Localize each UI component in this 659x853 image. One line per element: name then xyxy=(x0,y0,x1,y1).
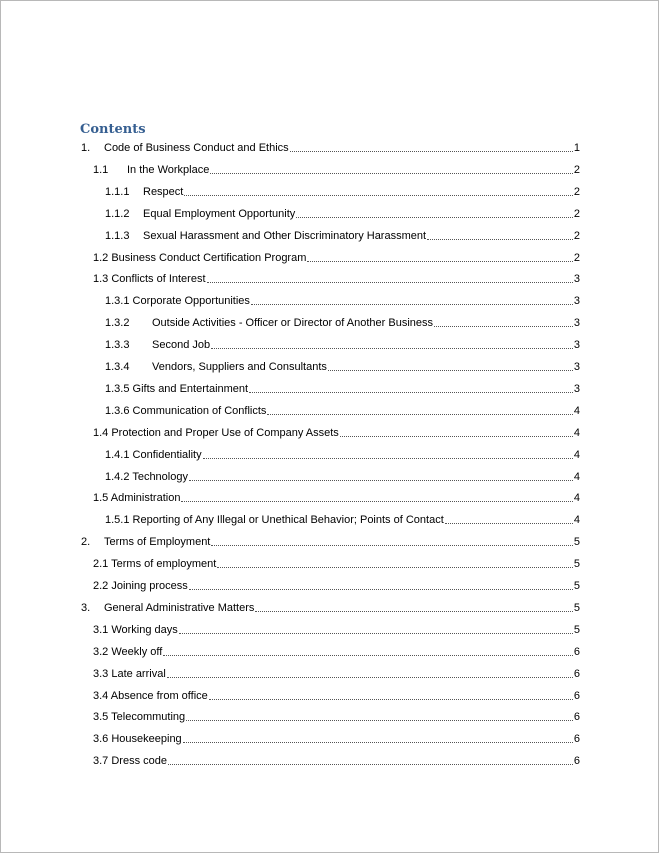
toc-dot-leader xyxy=(434,326,573,327)
toc-entry-text: 1.4.1 Confidentiality xyxy=(105,449,202,461)
toc-entry-number: 1.1.3 xyxy=(105,230,130,242)
toc-page-number: 3 xyxy=(573,295,580,307)
toc-entry-label xyxy=(93,163,209,177)
toc-page-number: 6 xyxy=(573,646,580,658)
toc-entry-text: Vendors, Suppliers and Consultants xyxy=(152,361,327,373)
toc-entry-text: 1.4 Protection and Proper Use of Company Assets xyxy=(93,427,339,439)
toc-entry-label xyxy=(93,689,208,703)
toc-entry-label xyxy=(105,294,250,308)
toc-entry[interactable] xyxy=(105,314,580,330)
toc-entry[interactable] xyxy=(105,446,580,462)
toc-dot-leader xyxy=(184,195,573,196)
toc-entry-text: Second Job xyxy=(152,339,211,351)
toc-page-number: 4 xyxy=(573,427,580,439)
toc-page-number: 5 xyxy=(573,580,580,592)
toc-entry-text: Outside Activities - Officer or Director of Another Business xyxy=(152,317,434,329)
toc-page-number: 3 xyxy=(573,273,580,285)
toc-entry-label xyxy=(93,667,166,681)
toc-page-number: 6 xyxy=(573,668,580,680)
toc-page-number: 2 xyxy=(573,164,580,176)
toc-entry-text: 3.3 Late arrival xyxy=(93,668,166,680)
toc-entry-label xyxy=(93,272,206,286)
toc-entry-text: 1.3.6 Communication of Conflicts xyxy=(105,405,267,417)
toc-entry[interactable] xyxy=(105,336,580,352)
toc-entry-text: 1.4.2 Technology xyxy=(105,471,188,483)
toc-page-number: 2 xyxy=(573,252,580,264)
toc-dot-leader xyxy=(189,480,573,481)
toc-page-number: 4 xyxy=(573,514,580,526)
toc-entry-label xyxy=(93,579,188,593)
toc-entry-label xyxy=(105,513,444,527)
toc-entry-text: 1.2 Business Conduct Certification Program xyxy=(93,252,307,264)
toc-dot-leader xyxy=(163,655,573,656)
toc-entry[interactable] xyxy=(105,511,580,527)
toc-page-number: 2 xyxy=(573,208,580,220)
toc-entry-text: 2.2 Joining process xyxy=(93,580,188,592)
toc-entry-number: 1.3.3 xyxy=(105,339,130,351)
toc-entry[interactable] xyxy=(105,205,580,221)
toc-entry-label xyxy=(105,382,248,396)
toc-entry-label xyxy=(105,470,188,484)
toc-entry[interactable] xyxy=(93,687,580,703)
toc-entry-text: 1.5.1 Reporting of Any Illegal or Unethical Behavior; Points of Contact xyxy=(105,514,444,526)
toc-entry[interactable] xyxy=(105,292,580,308)
toc-entry[interactable] xyxy=(93,489,580,505)
toc-page-number: 4 xyxy=(573,492,580,504)
toc-entry-text: Code of Business Conduct and Ethics xyxy=(104,142,289,154)
toc-page-number: 5 xyxy=(573,558,580,570)
toc-entry[interactable] xyxy=(93,577,580,593)
toc-entry[interactable] xyxy=(93,621,580,637)
toc-entry-text: 3.1 Working days xyxy=(93,624,178,636)
toc-dot-leader xyxy=(328,370,573,371)
toc-dot-leader xyxy=(211,545,573,546)
toc-entry-number: 1.3.2 xyxy=(105,317,130,329)
toc-page-number: 5 xyxy=(573,624,580,636)
toc-page-number: 5 xyxy=(573,602,580,614)
toc-entry-number: 3. xyxy=(81,602,91,614)
toc-entry-label xyxy=(105,338,210,352)
toc-page-number: 5 xyxy=(573,536,580,548)
toc-entry-number: 1.1.1 xyxy=(105,186,130,198)
toc-entry[interactable] xyxy=(81,599,580,615)
toc-entry-label xyxy=(93,710,185,724)
toc-entry-label xyxy=(93,645,162,659)
toc-page-number: 3 xyxy=(573,339,580,351)
toc-dot-leader xyxy=(307,261,572,262)
toc-entry-text: 3.7 Dress code xyxy=(93,755,167,767)
toc-entry[interactable] xyxy=(93,424,580,440)
toc-dot-leader xyxy=(168,764,573,765)
toc-entry-label xyxy=(93,251,306,265)
toc-entry-text: 2.1 Terms of employment xyxy=(93,558,217,570)
toc-entry[interactable] xyxy=(93,643,580,659)
toc-page-number: 6 xyxy=(573,711,580,723)
toc-page-number: 3 xyxy=(573,361,580,373)
toc-entry-number: 2. xyxy=(81,536,91,548)
toc-entry[interactable] xyxy=(93,270,580,286)
toc-page-number: 6 xyxy=(573,755,580,767)
toc-entry[interactable] xyxy=(81,139,580,155)
toc-entry[interactable] xyxy=(93,665,580,681)
toc-dot-leader xyxy=(445,523,573,524)
toc-entry-number: 1.3.4 xyxy=(105,361,130,373)
toc-page-number: 3 xyxy=(573,383,580,395)
toc-dot-leader xyxy=(186,720,573,721)
toc-entry[interactable] xyxy=(105,227,580,243)
toc-entry[interactable] xyxy=(105,380,580,396)
toc-entry-text: 3.6 Housekeeping xyxy=(93,733,182,745)
toc-entry[interactable] xyxy=(105,183,580,199)
toc-entry-label xyxy=(105,229,426,243)
toc-entry-text: In the Workplace xyxy=(127,164,210,176)
toc-dot-leader xyxy=(249,392,573,393)
toc-entry-text: 1.3.5 Gifts and Entertainment xyxy=(105,383,249,395)
toc-page-number: 4 xyxy=(573,471,580,483)
toc-page-number: 3 xyxy=(573,317,580,329)
toc-dot-leader xyxy=(179,633,573,634)
toc-entry[interactable] xyxy=(93,249,580,265)
toc-dot-leader xyxy=(183,742,573,743)
toc-entry-text: 1.5 Administration xyxy=(93,492,181,504)
toc-entry-text: Equal Employment Opportunity xyxy=(143,208,296,220)
toc-entry[interactable] xyxy=(105,402,580,418)
toc-dot-leader xyxy=(167,677,573,678)
toc-dot-leader xyxy=(203,458,573,459)
toc-entry-label xyxy=(105,207,295,221)
toc-entry-text: 3.2 Weekly off xyxy=(93,646,163,658)
toc-entry-label xyxy=(105,185,183,199)
toc-dot-leader xyxy=(255,611,572,612)
toc-dot-leader xyxy=(340,436,573,437)
toc-entry-number: 1. xyxy=(81,142,91,154)
toc-page-number: 1 xyxy=(573,142,580,154)
toc-entry-label xyxy=(81,535,210,549)
toc-entry-text: Sexual Harassment and Other Discriminatory Harassment xyxy=(143,230,427,242)
toc-entry-label xyxy=(105,360,327,374)
toc-dot-leader xyxy=(267,414,572,415)
toc-entry-number: 1.1 xyxy=(93,164,109,176)
toc-entry-label xyxy=(93,732,182,746)
toc-entry[interactable] xyxy=(105,468,580,484)
toc-entry-text: Respect xyxy=(143,186,184,198)
toc-entry[interactable] xyxy=(81,533,580,549)
toc-dot-leader xyxy=(251,304,573,305)
toc-entry-text: 1.3.1 Corporate Opportunities xyxy=(105,295,250,307)
toc-entry-text: 3.5 Telecommuting xyxy=(93,711,186,723)
toc-page-number: 4 xyxy=(573,449,580,461)
toc-entry-label xyxy=(93,557,216,571)
toc-entry-label xyxy=(81,141,289,155)
toc-entry-number: 1.1.2 xyxy=(105,208,130,220)
toc-entry[interactable] xyxy=(93,161,580,177)
toc-page-number: 4 xyxy=(573,405,580,417)
toc-entry[interactable] xyxy=(93,730,580,746)
toc-dot-leader xyxy=(181,501,572,502)
toc-dot-leader xyxy=(427,239,573,240)
toc-entry[interactable] xyxy=(93,555,580,571)
toc-page-number: 6 xyxy=(573,733,580,745)
toc-entry-text: Terms of Employment xyxy=(104,536,211,548)
toc-page-number: 2 xyxy=(573,186,580,198)
toc-dot-leader xyxy=(211,348,573,349)
toc-dot-leader xyxy=(207,282,573,283)
toc-entry-label xyxy=(93,426,339,440)
toc-entry-text: General Administrative Matters xyxy=(104,602,255,614)
toc-entry[interactable] xyxy=(105,358,580,374)
toc-entry-label xyxy=(93,623,178,637)
toc-entry-label xyxy=(105,404,266,418)
toc-entry-label xyxy=(81,601,254,615)
toc-page-number: 6 xyxy=(573,690,580,702)
toc-entry-label xyxy=(93,491,180,505)
toc-dot-leader xyxy=(290,151,573,152)
toc-dot-leader xyxy=(209,699,573,700)
toc-entry-text: 1.3 Conflicts of Interest xyxy=(93,273,206,285)
toc-dot-leader xyxy=(296,217,573,218)
toc-dot-leader xyxy=(217,567,573,568)
toc-entry-label xyxy=(105,316,433,330)
toc-heading: Contents xyxy=(80,122,146,137)
toc-entry[interactable] xyxy=(93,752,580,768)
toc-dot-leader xyxy=(189,589,573,590)
toc-entry-label xyxy=(105,448,202,462)
toc-entry-label xyxy=(93,754,167,768)
toc-entry[interactable] xyxy=(93,708,580,724)
toc-dot-leader xyxy=(210,173,573,174)
toc-page-number: 2 xyxy=(573,230,580,242)
toc-entry-text: 3.4 Absence from office xyxy=(93,690,208,702)
